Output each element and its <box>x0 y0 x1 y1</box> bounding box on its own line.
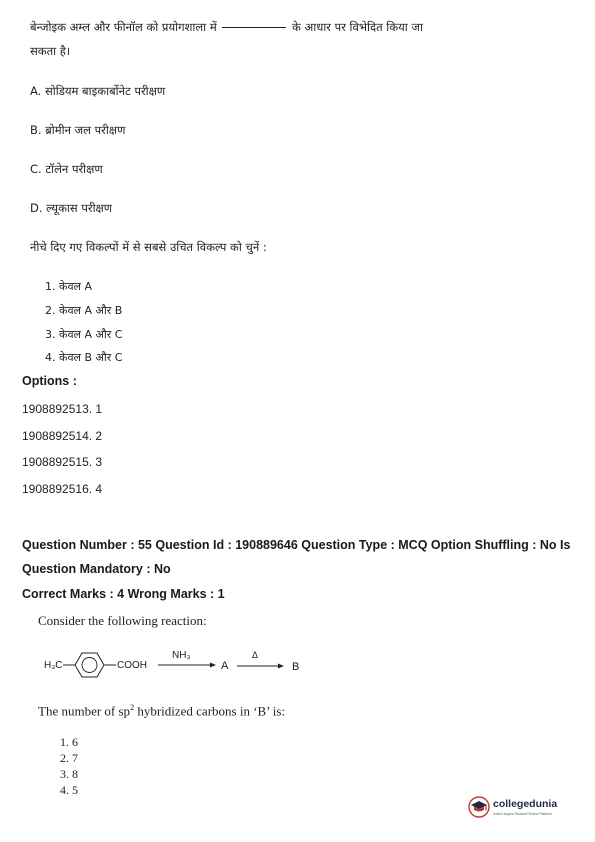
question-meta-line3: Correct Marks : 4 Wrong Marks : 1 <box>22 587 225 601</box>
logo-name: collegedunia <box>493 798 558 810</box>
question-text-part2: के आधार पर विभेदित किया जा <box>292 20 423 34</box>
answer-choice-2: 2. 7 <box>60 751 78 765</box>
answer-choice-4: 4. 5 <box>60 783 78 797</box>
statement-c: C. टॉलेन परीक्षण <box>30 162 103 176</box>
answer-choice-1: 1. 6 <box>60 735 78 749</box>
product-b: B <box>292 661 300 673</box>
reactant-left-group: H₃C <box>44 660 63 671</box>
instruction-text: नीचे दिए गए विकल्पों में से सबसे उचित विकल्प को चुनें : <box>30 240 267 254</box>
intermediate-a: A <box>221 660 229 672</box>
choice-3: 3. केवल A और C <box>45 328 123 341</box>
choice-2: 2. केवल A और B <box>45 304 123 317</box>
reaction-prompt: Consider the following reaction: <box>38 613 207 628</box>
question-text-part1: बेन्जोइक अम्ल और फीनॉल को प्रयोगशाला में <box>30 20 217 34</box>
hybridization-question: The number of $sp^2$ hybridized carbons in ‘B’ is: <box>38 703 286 719</box>
statement-a: A. सोडियम बाइकार्बोनेट परीक्षण <box>30 84 166 98</box>
option-item-1: 1908892513. 1 <box>22 402 103 416</box>
answer-choice-3: 3. 8 <box>60 767 78 781</box>
question-meta-line2: Question Mandatory : No <box>22 562 171 576</box>
choice-4: 4. केवल B और C <box>45 351 123 364</box>
statement-d: D. ल्यूकास परीक्षण <box>30 201 113 215</box>
reaction-scheme <box>30 640 330 684</box>
statement-b: B. ब्रोमीन जल परीक्षण <box>30 123 126 137</box>
hindi-question-line2: सकता है। <box>30 44 71 58</box>
option-item-3: 1908892515. 3 <box>22 455 103 469</box>
graduation-cap-icon <box>468 796 490 818</box>
options-heading: Options : <box>22 374 77 388</box>
reagent-2-heat: Δ <box>252 650 259 660</box>
reagent-1: NH₃ <box>172 650 191 661</box>
hindi-question-line1 <box>30 20 423 35</box>
choice-1: 1. केवल A <box>45 280 93 293</box>
reactant-right-group: COOH <box>117 660 147 671</box>
collegedunia-logo <box>468 795 578 821</box>
question-meta-line1: Question Number : 55 Question Id : 190889646 Question Type : MCQ Option Shuffling : No Is <box>22 538 571 552</box>
option-item-4: 1908892516. 4 <box>22 482 103 496</box>
logo-tagline: India's largest Student Review Platform <box>493 812 553 816</box>
fill-blank <box>222 27 286 28</box>
benzene-ring-icon <box>75 653 104 677</box>
option-item-2: 1908892514. 2 <box>22 429 103 443</box>
